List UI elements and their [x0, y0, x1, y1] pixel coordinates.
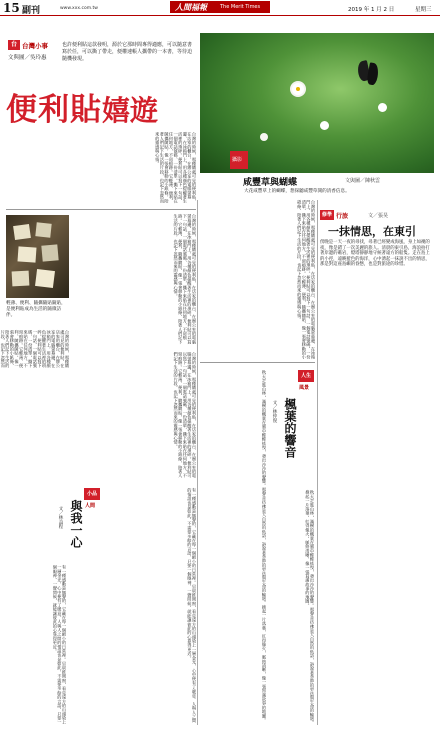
page-number: 15 [3, 1, 20, 15]
c1-body: 有一種感動是無聲的，它藏在每一個細小的日常裡。早晨推開窗，看見遠方的山頭染上一層金光，心中便有了暖意。人與人之間的情誼也是如此，不需要多餘的言語，只要一個眼神、一聲問候，就能讓彼此的心靠得更近。 [187, 488, 197, 723]
sticky-note [17, 246, 36, 262]
feature-title [6, 84, 196, 128]
middle-body-upper: 台灣的時候，那種隨處可見的便利貼，在店家的櫃台、在辦公室的電腦螢幕邊、在冰箱門上，用各種顏色提醒著生活裡的瑣碎。便利貼可以寫下一句話、一個電話號碼、一份清單，撕下來貼在任何地方，不留痕跡。它輕薄、便利、隨攜隨貼，像一張會移動的小紙條，陪著人們記下生活的片段，也記下忽然而來的靈感與心情。 [297, 200, 316, 360]
feature-title-accent: 嬉遊 [102, 94, 159, 127]
butterfly [358, 61, 380, 91]
sticky-note [35, 269, 55, 288]
left-body-mid: 台灣的時候，那種隨處可見的便利貼，在店家的櫃台、在辦公室的電腦螢幕邊、在冰箱門上，用各種顏色提醒著生活裡的瑣碎。便利貼可以寫下一句話、一個電話號碼、一份清單，撕下來貼在任何地方，不留痕跡。它輕薄、便利、隨攜隨貼，像一張會移動的小紙條，陪著人們記下生活的片段，也記下忽然而來的靈感與心情。 [173, 352, 197, 478]
paper-logo [170, 1, 270, 13]
photo-byline: 文與圖／陳秋雲 [345, 178, 381, 184]
sticky-notes-photo [6, 215, 69, 298]
sticky-note [12, 271, 30, 287]
middle-rule [200, 362, 315, 363]
c1-kicker-text: 人間 [85, 503, 96, 509]
column-divider [197, 200, 198, 725]
sticky-note [35, 222, 51, 237]
flower [378, 103, 387, 112]
c3-kicker [320, 210, 435, 220]
feature-kicker: 台灣小事 [22, 42, 48, 50]
feature-body-bottom: 台灣的時候，那種隨處可見的便利貼，在店家的櫃台、在辦公室的電腦螢幕邊、在冰箱門上，用各種顏色提醒著生活裡的瑣碎。便利貼可以寫下一句話、一個電話號碼、一份清單，撕下來貼在任何地方，不留痕跡。它輕薄、便利、隨攜隨貼，像一張會移動的小紙條，陪著人們記下生活的片段，也記下忽然而 [0, 330, 70, 368]
flower [260, 133, 268, 141]
paper-url: www.xxx.com.tw [60, 6, 98, 11]
c1-title: 與我一心 [69, 500, 83, 548]
photo-caption: 大花咸豐草上的蝴蝶，想探聽咸豐草開的清香信息。 [244, 189, 350, 194]
section-name: 副刊 [22, 6, 41, 16]
butterfly-photo [200, 33, 434, 173]
feature-byline: 文與圖／吳玲惠 [8, 55, 47, 61]
c3-title: 一抹情思，在東引 [328, 225, 416, 238]
c2-byline: 文／林仲倪 [272, 400, 277, 423]
feature-body-upper: 台灣的時候，那種隨處可見的便利貼，在店家的櫃台、在辦公室的電腦螢幕邊、在冰箱門上，用各種顏色提醒著生活裡的瑣碎。便利貼可以寫下一句話、一個電話號碼、一份清單，撕下來貼在任何地方，不留痕跡。它輕薄、便利、隨攜隨貼，像一張會移動的小紙條，陪著人們記下生活的片段，也記下忽然而來的靈感與心情。 [155, 132, 197, 204]
paper-name-cn: 人間福報 [175, 2, 207, 12]
feature-title-main: 便利貼 [6, 92, 102, 128]
c2-kicker-text: 風景 [299, 385, 310, 391]
flower [320, 121, 329, 130]
c2-kicker [298, 370, 314, 396]
butterfly-wing [366, 62, 380, 85]
sticky-photo-caption: 輕薄、便利、隨攜隨貼隨貼，是便利貼成為生活的隨微訪伴。 [6, 301, 66, 318]
photo-title: 咸豐草與蝴蝶 [243, 178, 298, 188]
page-header [0, 0, 440, 16]
c2-title: 楓葉的響音 [283, 398, 297, 458]
paper-name-en: The Merit Times [220, 4, 261, 10]
c1-tag: 小品 [84, 488, 100, 500]
column-divider [317, 200, 318, 725]
photo-stamp [230, 151, 248, 169]
issue-date: 2019 年 1 月 2 日 [348, 7, 395, 13]
c2-body: 秋天走進山林，滿樹的楓葉在風中輕輕搖曳，發出沙沙的聲響。那聲音彷彿是大自然的低語，訴說著季節的更迭與生命的輪迴。撿起一片落葉，紅得像火，脈絡清晰，像一張寫滿故事的地圖。 [262, 370, 267, 722]
c3-kicker-text: 行旅 [336, 213, 349, 220]
c3-byline: 文／張昊 [368, 213, 389, 219]
sticky-note [41, 244, 58, 261]
column-rule [6, 209, 196, 210]
c1-body-cont: 有一種感動是無聲的，它藏在每一個細小的日常裡。早晨推開窗，看見遠方的山頭染上一層金光，心中便有了暖意。人與人之間的情誼也是如此，不需要多餘的言語，只要一個眼神、一聲問候，就能讓彼此的心靠得更近。 [52, 565, 67, 725]
c1-byline: 文／林益程 [58, 506, 63, 529]
c1-kicker [84, 488, 100, 514]
feature-intro: 也許便利貼這款發明，源於它那時間專得適應，可以隨意書寫於任，可以撕了帶走，便權速帳人攜帶的一本書，等待迫隨機發現。 [62, 42, 193, 62]
sticky-note [13, 224, 31, 240]
c3-tag: 修學 [321, 212, 332, 218]
feature-kicker-mark: 台 [8, 40, 20, 50]
photo-stamp-text: 攝影 [232, 157, 243, 163]
c2-tag: 人生 [298, 370, 314, 382]
c3-body: 傍晚是一天一夜的尋找，尋著已經變成海風，身上如褪的夜，像是錯了一次美麗的旅人。清晨的東引島，海浪拍打著岸邊的礁岩，燈塔靜靜地守候著遠方的船隻。走在島上的小徑，遠眺藍色的海洋，心中湧起一抹說不出的情思，那是對這座島嶼的眷戀，也是對旅途的珍惜。 [320, 240, 430, 268]
issue-weekday: 星期三 [415, 7, 432, 13]
feature-kicker-box [8, 40, 56, 50]
c2-body-cont: 秋天走進山林，滿樹的楓葉在風中輕輕搖曳，發出沙沙的聲響。那聲音彷彿是大自然的低語，訴說著季節的更迭與生命的輪迴。撿起一片落葉，紅得像火，脈絡清晰，像一張寫滿故事的地圖。 [305, 490, 315, 725]
flower-center [296, 87, 300, 91]
feature-body-lower: 台灣的時候，那種隨處可見的便利貼，在店家的櫃台、在辦公室的電腦螢幕邊、在冰箱門上，用各種顏色提醒著生活裡的瑣碎。便利貼可以寫下一句話、一個電話號碼、一份清單，撕下來貼在任何地方，不留痕跡。它輕薄、便利、隨攜隨貼，像一張會移動的小紙條，陪著人們記下生活的片段，也記下忽然而來的靈感與心情。 [173, 214, 197, 344]
